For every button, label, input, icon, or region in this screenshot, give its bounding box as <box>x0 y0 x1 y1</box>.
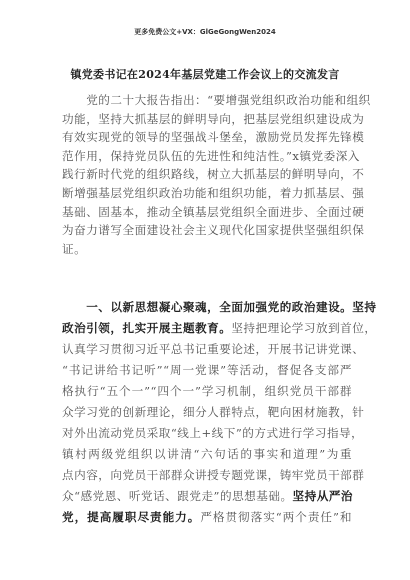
bold-text: 坚持从严治 <box>292 489 354 503</box>
text-line <box>62 507 352 528</box>
normal-text: 众学习党的创新理论，细分人群特点，靶向困材施教，针 <box>62 405 365 419</box>
text-line: 党的二十大报告指出：“要增强党组织政治功能和组织 <box>62 93 371 107</box>
text-line: 基础、固基本，推动全镇基层党组织全面进步、全面过硬 <box>62 204 365 219</box>
paragraph-section-one <box>62 297 377 528</box>
normal-text: 对外出流动党员采取“线上+线下”的方式进行学习指导， <box>62 426 364 440</box>
text-line <box>62 486 352 507</box>
normal-text: 点内容，向党员干部群众讲授专题党课，铸牢党员干部群 <box>62 468 365 482</box>
text-line: 范作用，保持党员队伍的先进性和纯洁性。”x镇党委深入 <box>62 148 360 163</box>
document-title: 镇党委书记在2024年基层党建工作会议上的交流发言 <box>70 68 340 81</box>
text-line: 践行新时代党的组织路线，树立大抓基层的鲜明导向，不 <box>62 167 365 182</box>
text-line <box>62 318 377 339</box>
text-line: 有效实现党的领导的坚强战斗堡垒，激励党员发挥先锋模 <box>62 130 365 145</box>
text-line <box>62 360 352 381</box>
text-line <box>62 339 365 360</box>
normal-text: 镇村两级党组织以讲清“六句话的事实和道理”为重 <box>62 447 352 461</box>
bold-text: 一、以新思想凝心聚魂，全面加强党的政治建设。坚持 <box>62 300 377 314</box>
text-line <box>62 465 365 486</box>
text-line: 证。 <box>62 241 87 256</box>
text-line <box>62 444 352 465</box>
text-line <box>62 381 352 402</box>
text-line <box>62 423 364 444</box>
promo-header: 更多免费公文+VX：GlGeGongWen2024 <box>134 28 276 36</box>
bold-text: 党，提高履职尽责能力。 <box>62 510 201 524</box>
normal-text: 认真学习贯彻习近平总书记重要论述，开展书记讲党课、 <box>62 342 365 356</box>
paragraph-intro <box>62 91 371 258</box>
text-line: 功能，坚持大抓基层的鲜明导向，把基层党组织建设成为 <box>62 111 365 126</box>
section-heading-line <box>62 297 377 318</box>
text-line: 断增强基层党组织政治功能和组织功能，着力抓基层、强 <box>62 185 365 200</box>
normal-text: 众“感党恩、听党话、跟党走”的思想基础。 <box>62 489 293 503</box>
bold-text: 政治引领，扎实开展主题教育。 <box>62 321 232 335</box>
normal-text: “书记讲给书记听”“周一党课”等活动，督促各支部严 <box>62 363 352 377</box>
text-line <box>62 402 365 423</box>
normal-text: 格执行“五个一”“四个一”学习机制，组织党员干部群 <box>62 384 352 398</box>
normal-text: 坚持把理论学习放到首位， <box>231 321 377 335</box>
text-line: 为奋力谱写全面建设社会主义现代化国家提供坚强组织保 <box>62 223 365 238</box>
normal-text: 严格贯彻落实“两个责任”和 <box>200 510 352 524</box>
